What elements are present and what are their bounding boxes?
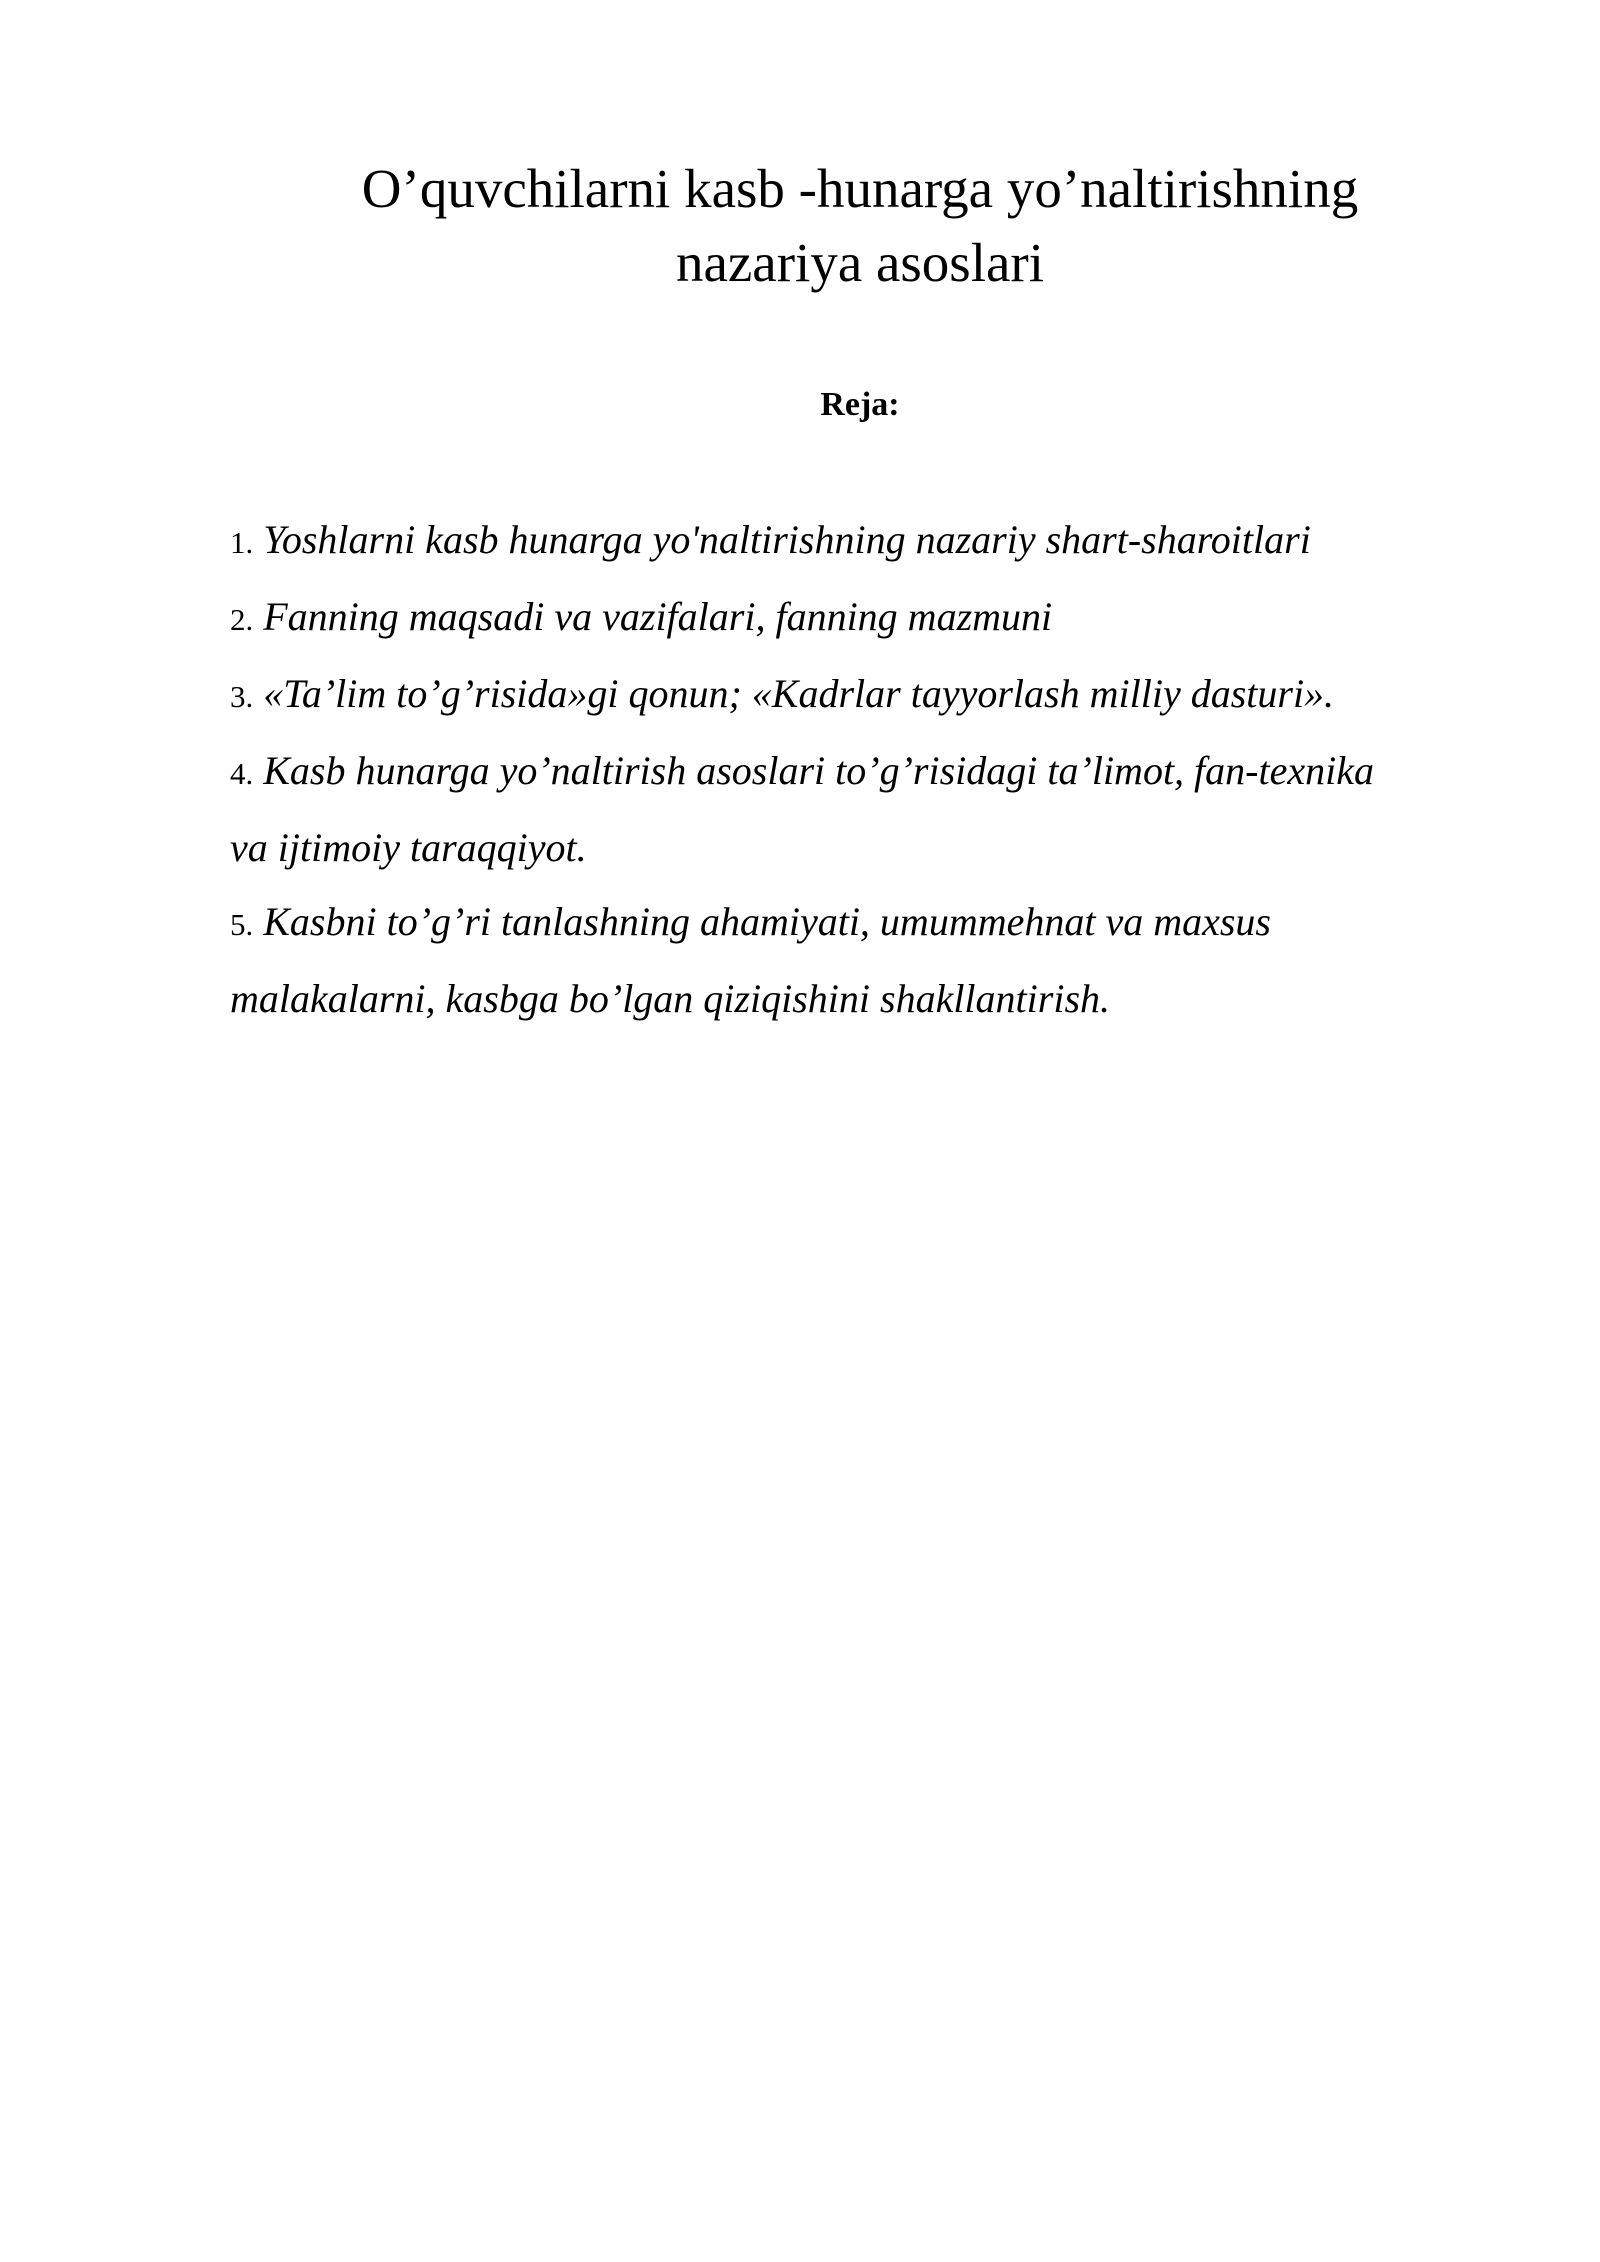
plan-item-text: Fanning maqsadi va vazifalari, fanning mazmuni <box>263 594 1053 639</box>
plan-item-3 <box>230 657 1500 734</box>
plan-item-text: «Ta’lim to’g’risida»gi qonun; «Kadrlar tayyorlash milliy dasturi». <box>263 671 1335 716</box>
plan-item-number: 2. <box>230 602 254 637</box>
plan-item-text: Yoshlarni kasb hunarga yo'naltirishning nazariy shart-sharoitlari <box>263 517 1311 562</box>
plan-list <box>230 503 1500 1036</box>
plan-item-1 <box>230 503 1500 580</box>
plan-item-text-continuation: va ijtimoiy taraqqiyot. <box>230 825 587 870</box>
plan-item-number: 1. <box>230 525 254 560</box>
title-line-2: nazariya asoslari <box>675 232 1044 293</box>
plan-item-number: 5. <box>230 907 254 942</box>
plan-item-line <box>230 734 1500 811</box>
plan-item-4 <box>230 734 1500 885</box>
document-title <box>230 152 1490 300</box>
plan-item-text: Kasb hunarga yo’naltirish asoslari to’g’risidagi ta’limot, fan-texnika <box>263 748 1374 793</box>
plan-item-line <box>230 580 1500 657</box>
plan-item-text: Kasbni to’g’ri tanlashning ahamiyati, umummehnat va maxsus <box>263 899 1271 944</box>
plan-item-line <box>230 885 1500 962</box>
title-line-1: O’quvchilarni kasb -hunarga yo’naltirishning <box>361 158 1359 219</box>
plan-item-text-continuation: malakalarni, kasbga bo’lgan qiziqishini shakllantirish. <box>230 976 1111 1021</box>
plan-item-line <box>230 503 1500 580</box>
plan-heading: Reja: <box>820 386 900 423</box>
plan-item-number: 4. <box>230 756 254 791</box>
plan-item-line <box>230 657 1500 734</box>
plan-item-5 <box>230 885 1500 1036</box>
plan-item-2 <box>230 580 1500 657</box>
plan-item-number: 3. <box>230 679 254 714</box>
